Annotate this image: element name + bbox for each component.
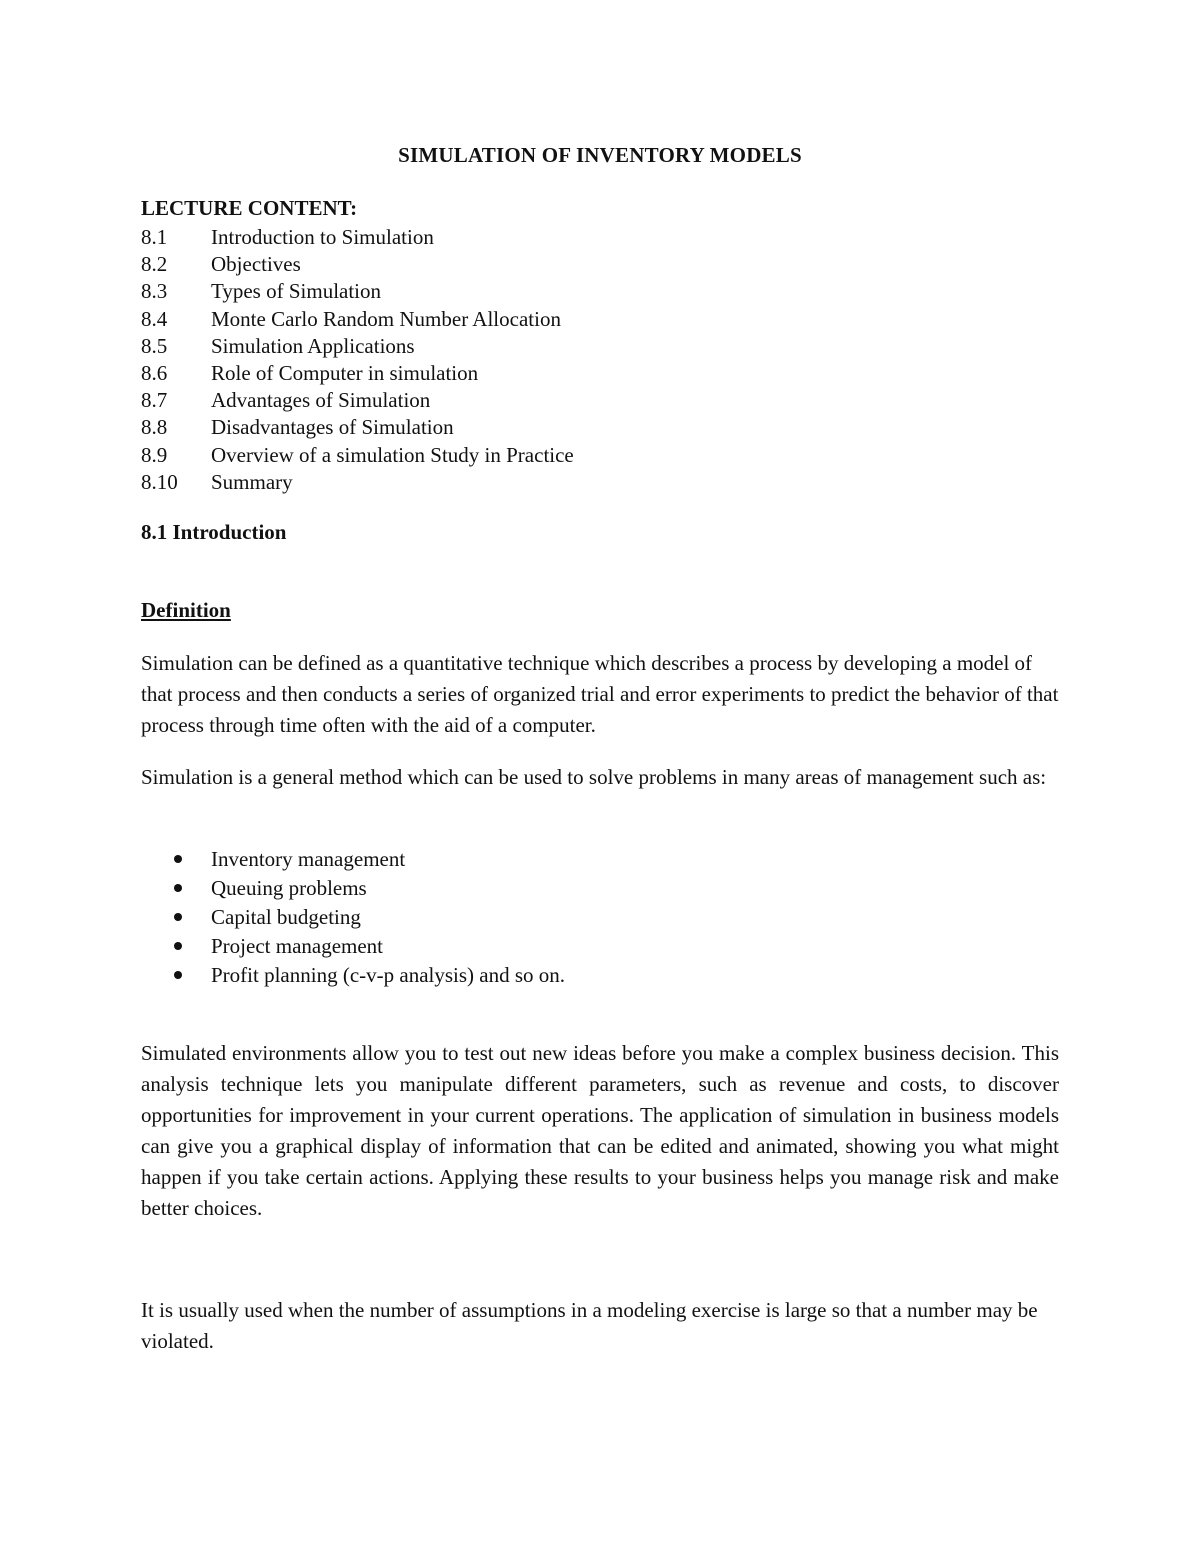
toc-item <box>141 360 574 387</box>
bullet-icon <box>174 884 182 892</box>
toc-item-number: 8.10 <box>141 469 178 494</box>
toc-item-number: 8.2 <box>141 252 168 277</box>
toc-item-number: 8.7 <box>141 388 168 413</box>
management-areas-paragraph: Simulation is a general method which can be used to solve problems in many areas of management such as: <box>141 765 1047 789</box>
toc-item-number: 8.4 <box>141 306 168 331</box>
bullet-icon <box>174 971 182 979</box>
toc-item-number: 8.1 <box>141 225 168 249</box>
toc-item-number: 8.5 <box>141 333 168 358</box>
list-item-text: Capital budgeting <box>211 905 361 929</box>
toc-item <box>141 333 574 360</box>
toc-item-label: Overview of a simulation Study in Practice <box>211 442 574 467</box>
list-item-text: Project management <box>211 934 384 958</box>
list-item-text: Profit planning (c-v-p analysis) and so on. <box>211 963 566 987</box>
toc-item-number: 8.8 <box>141 415 168 440</box>
list-item-text: Queuing problems <box>211 876 367 900</box>
list-item <box>141 874 565 903</box>
definition-paragraph: Simulation can be defined as a quantitative technique which describes a process by developing a model of that process and then conducts a series of organized trial and error experiments to predict the behavior of that process through time often with the aid of a computer. <box>141 651 1059 737</box>
bullet-icon <box>174 942 182 950</box>
lecture-content-heading: LECTURE CONTENT: <box>141 196 358 220</box>
toc-item <box>141 306 574 333</box>
toc-item <box>141 278 574 305</box>
toc-item-label: Types of Simulation <box>211 279 382 304</box>
toc-item-label: Introduction to Simulation <box>211 225 434 249</box>
section-heading: 8.1 Introduction <box>141 520 287 544</box>
toc-item <box>141 442 574 469</box>
table-of-contents <box>141 224 574 496</box>
toc-item-label: Simulation Applications <box>211 333 415 358</box>
list-item <box>141 932 565 961</box>
toc-item-number: 8.6 <box>141 360 168 385</box>
toc-item <box>141 414 574 441</box>
assumptions-paragraph: It is usually used when the number of assumptions in a modeling exercise is large so that a number may be violated. <box>141 1298 1038 1353</box>
simulated-environments-paragraph: Simulated environments allow you to test out new ideas before you make a complex business decision. This analysis technique lets you manipulate different parameters, such as revenue and costs, to discover opportunities for improvement in your current operations. The application of simulation in business models can give you a graphical display of information that can be edited and animated, showing you what might happen if you take certain actions. Applying these results to your business helps you manage risk and make better choices. <box>141 1041 1059 1220</box>
toc-item-label: Summary <box>211 469 293 494</box>
toc-item-number: 8.9 <box>141 442 168 467</box>
toc-item-number: 8.3 <box>141 279 168 304</box>
bullet-icon <box>174 913 182 921</box>
bullet-icon <box>174 855 182 863</box>
list-item <box>141 845 565 874</box>
toc-item <box>141 224 574 251</box>
list-item <box>141 903 565 932</box>
toc-item-label: Monte Carlo Random Number Allocation <box>211 306 561 331</box>
list-item-text: Inventory management <box>211 847 406 871</box>
toc-item-label: Advantages of Simulation <box>211 388 431 413</box>
toc-item <box>141 469 574 496</box>
toc-item <box>141 387 574 414</box>
toc-item-label: Disadvantages of Simulation <box>211 415 454 440</box>
toc-item-label: Role of Computer in simulation <box>211 360 479 385</box>
toc-item-label: Objectives <box>211 252 301 277</box>
list-item <box>141 961 565 990</box>
definition-heading: Definition <box>141 598 231 622</box>
bullet-list <box>141 845 565 990</box>
document-title: SIMULATION OF INVENTORY MODELS <box>398 143 802 167</box>
toc-item <box>141 251 574 278</box>
